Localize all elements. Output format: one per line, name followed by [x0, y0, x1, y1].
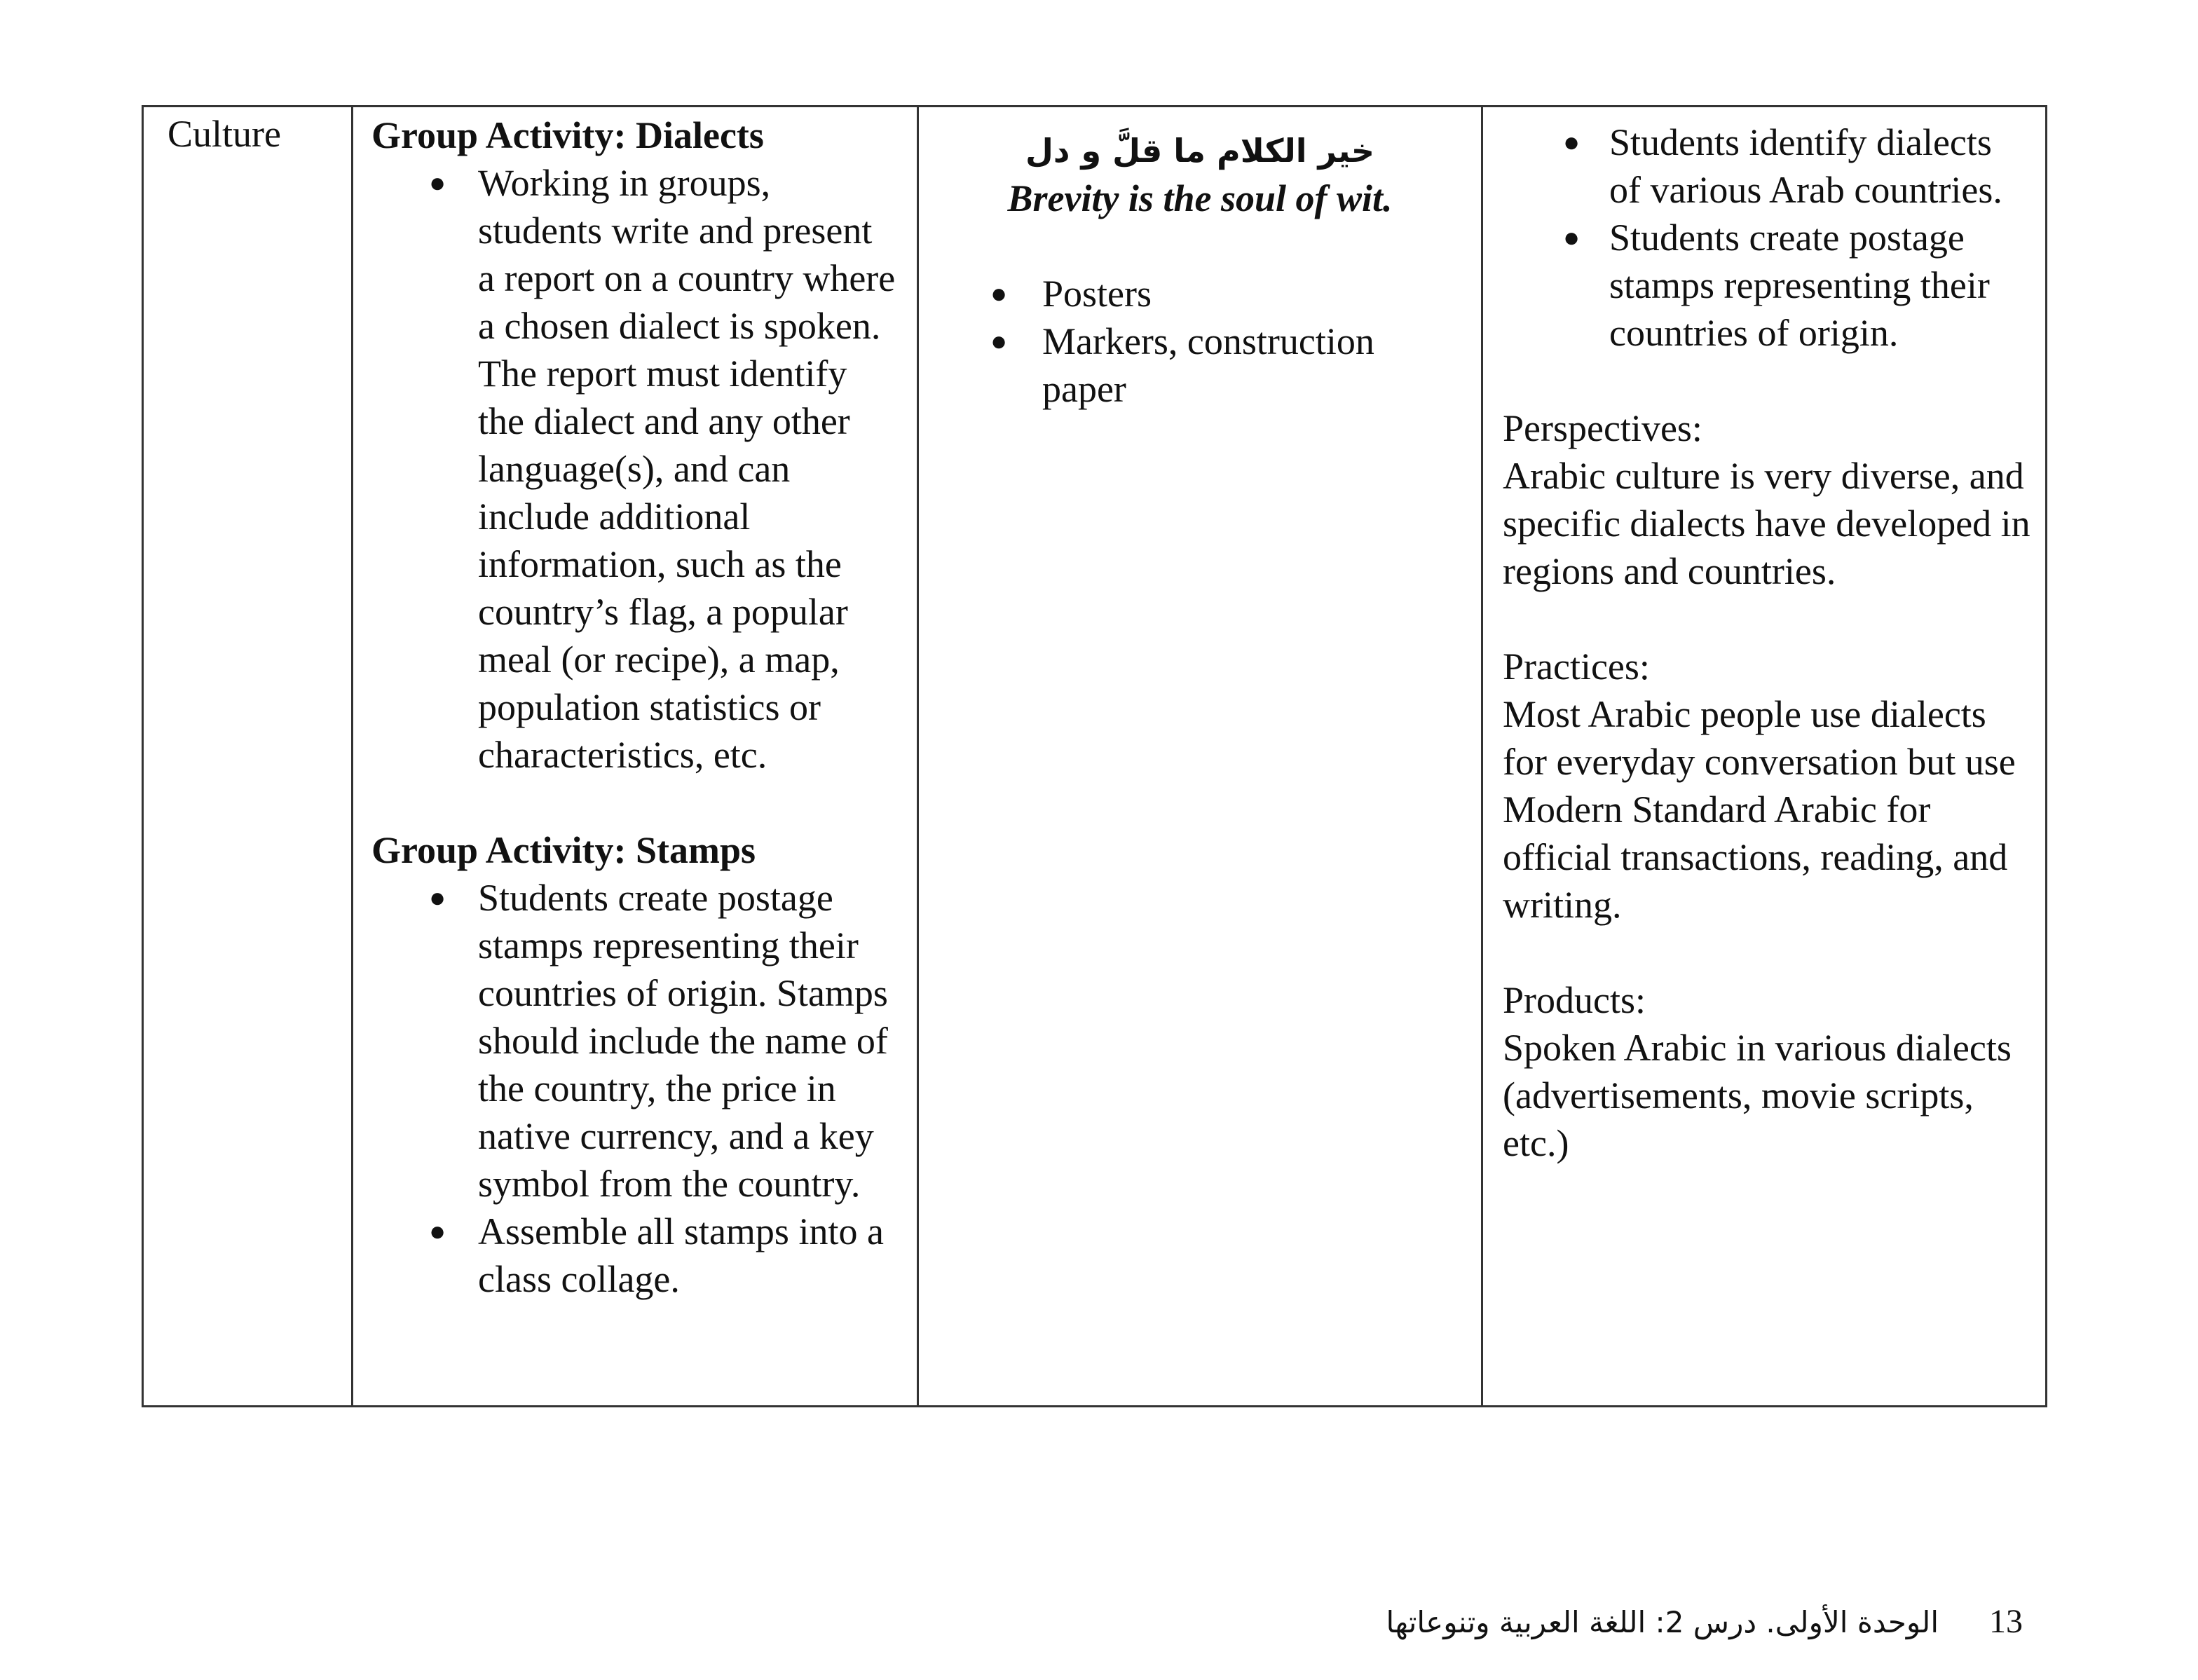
- bullet-icon: ●: [429, 167, 446, 198]
- dialects-activity-list: [371, 159, 896, 779]
- bullet-icon: ●: [990, 278, 1008, 309]
- english-proverb: Brevity is the soul of wit.: [1007, 177, 1393, 219]
- products-text: Spoken Arabic in various dialects (advertisements, movie scripts, etc.): [1503, 1027, 2012, 1164]
- bullet-icon: ●: [429, 882, 446, 913]
- outcomes-list: [1503, 118, 2031, 357]
- list-item-text: Students create postage stamps representing their countries of origin.: [1609, 217, 1990, 354]
- list-item-text: Assemble all stamps into a class collage.: [478, 1210, 884, 1300]
- stamps-activity-list: [371, 874, 896, 1303]
- list-item: [1503, 214, 2031, 357]
- category-cell: [143, 107, 353, 1407]
- page-number: 13: [1989, 1603, 2023, 1640]
- products-label: Products:: [1503, 979, 1646, 1021]
- page-footer: [1386, 1601, 2023, 1644]
- stamps-activity-heading: Group Activity: Stamps: [371, 829, 756, 871]
- list-item: [986, 317, 1453, 413]
- bullet-icon: ●: [429, 1215, 446, 1247]
- practices-text: Most Arabic people use dialects for everyday conversation but use Modern Standard Arabic for official transactions, reading, and writing.: [1503, 693, 2016, 926]
- resources-cell: [918, 107, 1482, 1407]
- arabic-proverb: خير الكلام ما قلَّ و دل: [1025, 132, 1375, 170]
- perspectives-text: Arabic culture is very diverse, and specific dialects have developed in regions and countries.: [1503, 455, 2030, 592]
- list-item-text: Students create postage stamps representing their countries of origin. Stamps should include the name of the country, the price in native currency, and a key symbol from the country.: [478, 877, 888, 1205]
- list-item: [371, 874, 896, 1208]
- list-item-text: Working in groups, students write and present a report on a country where a chosen dialect is spoken. The report must identify the dialect and any other language(s), and can include additional information, such as the country’s flag, a popular meal (or recipe), a map, population statistics or characteristics, etc.: [478, 162, 896, 776]
- bullet-icon: ●: [990, 325, 1008, 357]
- table-row: [143, 107, 2047, 1407]
- list-item-text: Markers, construction paper: [1042, 320, 1374, 410]
- resources-list: [986, 270, 1453, 413]
- bullet-icon: ●: [1563, 126, 1581, 158]
- perspectives-label: Perspectives:: [1503, 407, 1702, 449]
- outcomes-cell: [1482, 107, 2047, 1407]
- dialects-activity-heading: Group Activity: Dialects: [371, 114, 764, 156]
- activities-cell: [353, 107, 918, 1407]
- category-label: Culture: [168, 113, 281, 155]
- list-item: [1503, 118, 2031, 214]
- list-item: [371, 1208, 896, 1303]
- lesson-plan-table: [142, 105, 2047, 1407]
- list-item-text: Students identify dialects of various Arab countries.: [1609, 121, 2002, 211]
- list-item-text: Posters: [1042, 273, 1152, 315]
- practices-label: Practices:: [1503, 646, 1650, 688]
- list-item: [371, 159, 896, 779]
- bullet-icon: ●: [1563, 221, 1581, 253]
- footer-title: الوحدة الأولى. درس 2: اللغة العربية وتنوعاتها: [1386, 1605, 1939, 1639]
- list-item: [986, 270, 1453, 317]
